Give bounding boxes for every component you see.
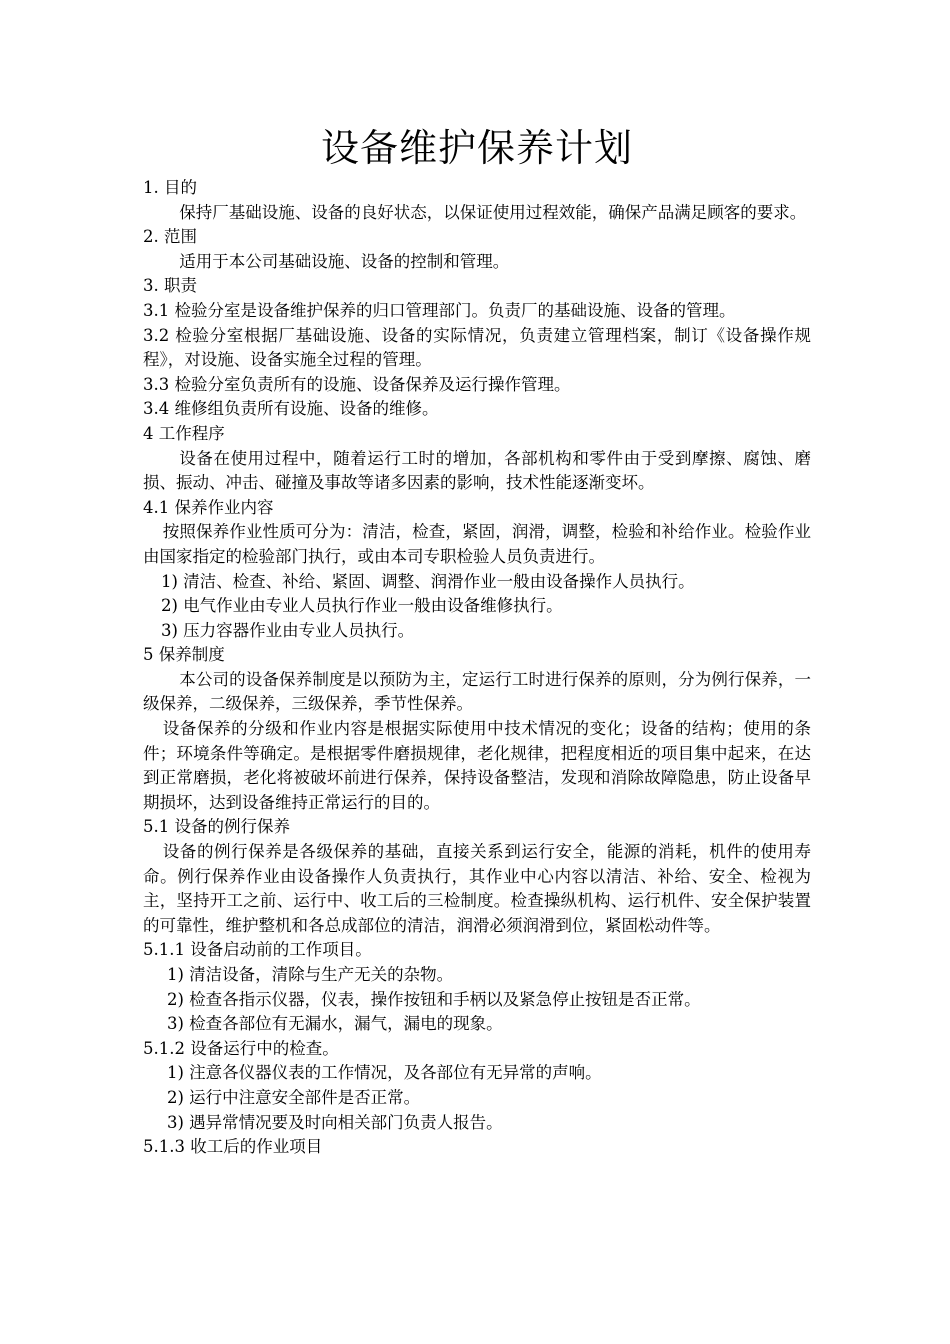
paragraph: 3) 压力容器作业由专业人员执行。 bbox=[161, 620, 415, 640]
paragraph: 3. 职责 bbox=[143, 276, 197, 296]
paragraph: 3.3 检验分室负责所有的设施、设备保养及运行操作管理。 bbox=[143, 374, 571, 394]
paragraph: 2) 运行中注意安全部件是否正常。 bbox=[167, 1087, 421, 1107]
paragraph: 设备的例行保养是各级保养的基础，直接关系到运行安全，能源的消耗，机件的使用寿命。例行保养作业由设备操作人负责执行，其作业中心内容以清洁、补给、安全、检视为主，坚持开工之前、运行中、收工后的三检制度。检查操纵机构、运行机件、安全保护装置的可靠性，维护整机和各总成部位的清洁，润滑必须润滑到位，紧固松动件等。 bbox=[143, 842, 811, 935]
paragraph: 设备在使用过程中，随着运行工时的增加，各部机构和零件由于受到摩擦、腐蚀、磨损、振动、冲击、碰撞及事故等诸多因素的影响，技术性能逐渐变坏。 bbox=[143, 448, 811, 493]
paragraph: 5.1.3 收工后的作业项目 bbox=[143, 1137, 323, 1157]
paragraph: 5.1.1 设备启动前的工作项目。 bbox=[143, 940, 372, 960]
paragraph: 2. 范围 bbox=[143, 227, 197, 247]
paragraph: 适用于本公司基础设施、设备的控制和管理。 bbox=[179, 251, 510, 271]
paragraph: 4 工作程序 bbox=[143, 423, 225, 443]
paragraph: 1) 清洁设备，清除与生产无关的杂物。 bbox=[167, 965, 454, 984]
paragraph: 4.1 保养作业内容 bbox=[143, 497, 274, 517]
paragraph: 1) 清洁、检查、补给、紧固、调整、润滑作业一般由设备操作人员执行。 bbox=[161, 571, 695, 591]
paragraph: 5 保养制度 bbox=[143, 645, 225, 665]
document-body bbox=[143, 176, 811, 1160]
paragraph: 按照保养作业性质可分为：清洁，检查，紧固，润滑，调整，检验和补给作业。检验作业由国家指定的检验部门执行，或由本司专职检验人员负责进行。 bbox=[143, 522, 811, 566]
paragraph: 保持厂基础设施、设备的良好状态，以保证使用过程效能，确保产品满足顾客的要求。 bbox=[179, 202, 807, 222]
paragraph: 2) 电气作业由专业人员执行作业一般由设备维修执行。 bbox=[161, 596, 563, 616]
document-page bbox=[143, 120, 811, 1160]
paragraph: 3.2 检验分室根据厂基础设施、设备的实际情况，负责建立管理档案，制订《设备操作规程》，对设施、设备实施全过程的管理。 bbox=[143, 325, 811, 370]
paragraph: 设备保养的分级和作业内容是根据实际使用中技术情况的变化；设备的结构；使用的条件；环境条件等确定。是根据零件磨损规律，老化规律，把程度相近的项目集中起来，在达到正常磨损，老化将被破坏前进行保养，保持设备整洁，发现和消除故障隐患，防止设备早期损坏，达到设备维持正常运行的目的。 bbox=[143, 719, 811, 812]
paragraph: 3) 检查各部位有无漏水，漏气，漏电的现象。 bbox=[167, 1014, 503, 1034]
paragraph: 本公司的设备保养制度是以预防为主，定运行工时进行保养的原则，分为例行保养，一级保养，二级保养，三级保养，季节性保养。 bbox=[143, 669, 811, 714]
paragraph: 3) 遇异常情况要及时向相关部门负责人报告。 bbox=[167, 1112, 503, 1132]
paragraph: 3.1 检验分室是设备维护保养的归口管理部门。负责厂的基础设施、设备的管理。 bbox=[143, 300, 736, 320]
paragraph: 5.1 设备的例行保养 bbox=[143, 817, 290, 837]
paragraph: 1) 注意各仪器仪表的工作情况，及各部位有无异常的声响。 bbox=[167, 1063, 602, 1083]
paragraph: 2) 检查各指示仪器，仪表，操作按钮和手柄以及紧急停止按钮是否正常。 bbox=[167, 989, 701, 1009]
paragraph: 5.1.2 设备运行中的检查。 bbox=[143, 1038, 339, 1058]
paragraph: 3.4 维修组负责所有设施、设备的维修。 bbox=[143, 399, 439, 419]
document-title: 设备维护保养计划 bbox=[320, 126, 633, 170]
paragraph: 1. 目的 bbox=[143, 178, 197, 197]
